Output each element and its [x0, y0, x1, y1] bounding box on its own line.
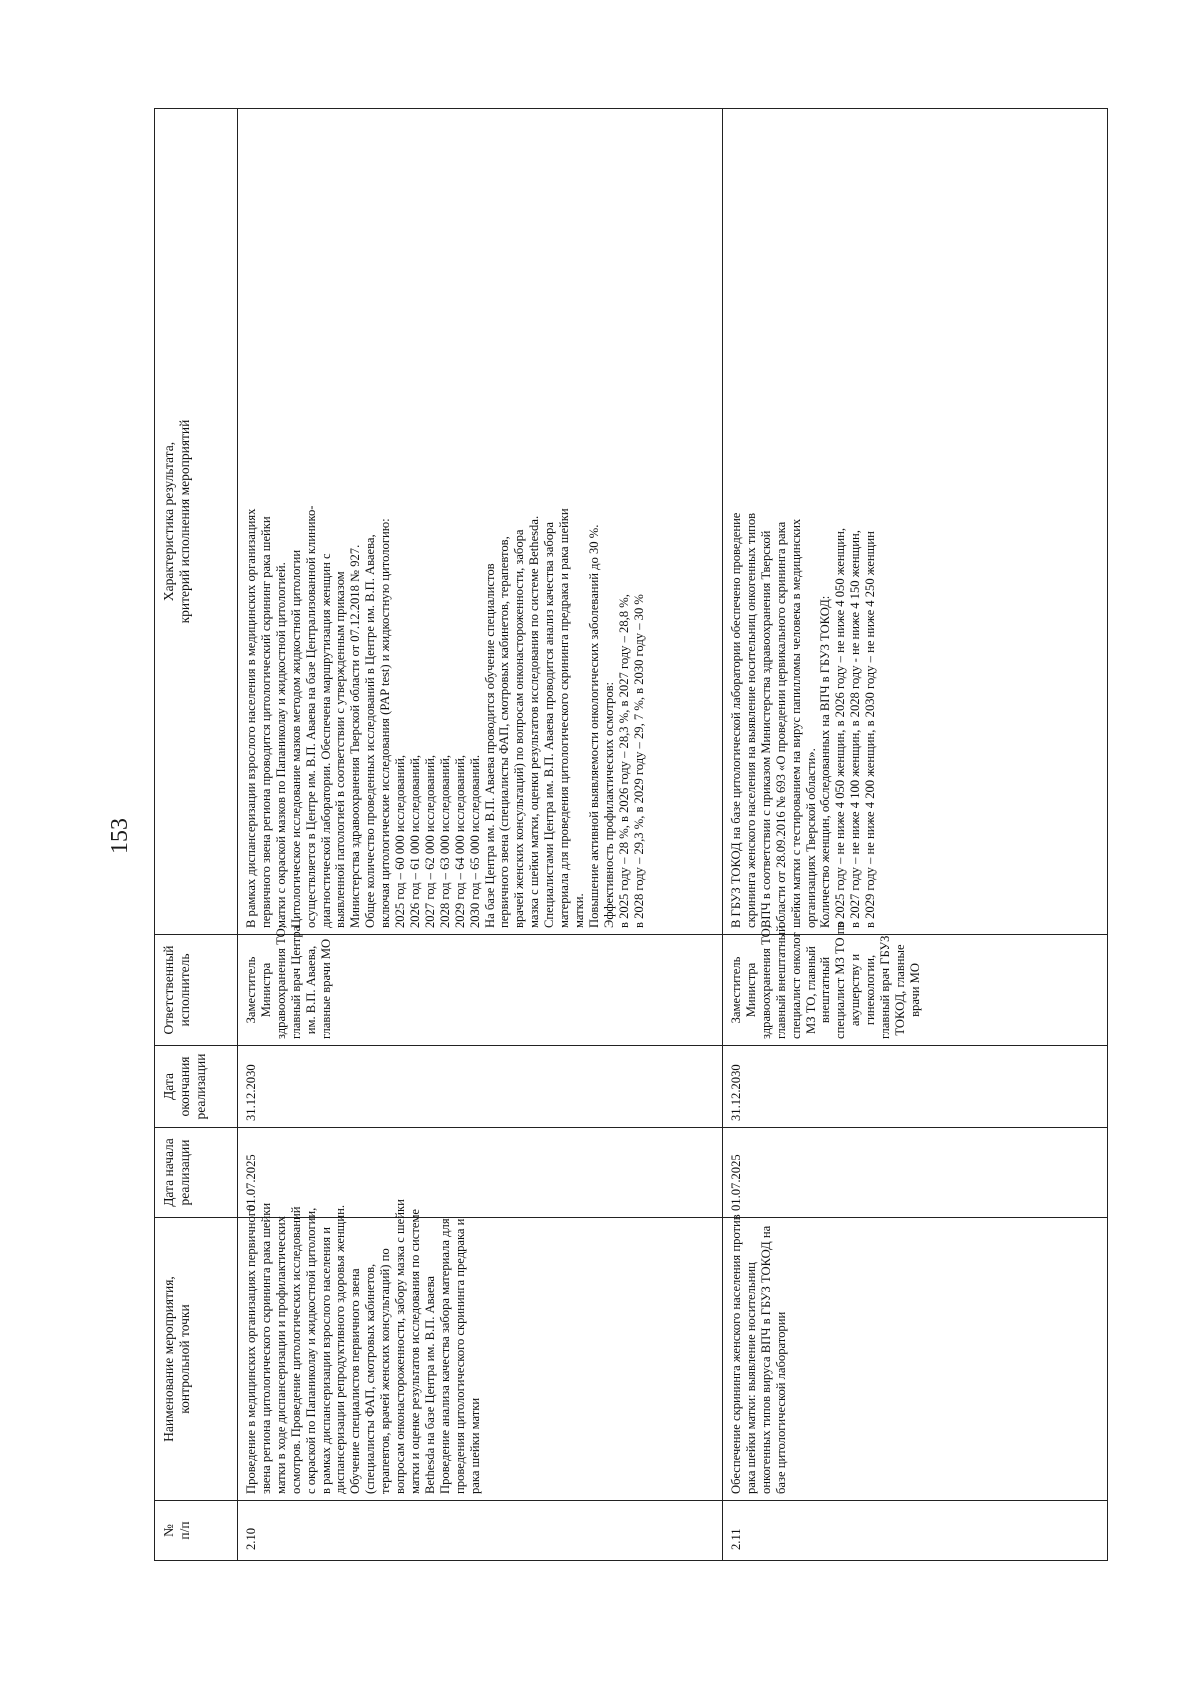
- text-line: онкогенных типов вируса ВПЧ в ГБУЗ ТОКОД на: [758, 1225, 773, 1494]
- text-line: главный внештатный: [773, 925, 788, 1039]
- text-line: рака шейки матки: выявление носительниц: [743, 1262, 758, 1494]
- text-line: внештатный: [818, 956, 833, 1024]
- text-line: 2028 год – 63 000 исследований,: [437, 755, 452, 928]
- text-line: им. В.П. Аваева,: [303, 945, 318, 1035]
- text-line: рака шейки матки: [467, 1397, 482, 1494]
- text-line: В ГБУЗ ТОКОД на базе цитологической лаборатории обеспечено проведение: [729, 512, 743, 928]
- text-line: (специалисты ФАП, смотровых кабинетов,: [363, 1263, 378, 1494]
- text-line: специалист онколог: [788, 932, 803, 1039]
- text-line: в 2028 году – 29,3 %, в 2029 году – 29, 7 %, в 2030 году – 30 %: [631, 594, 646, 928]
- text-line: Характеристика результата,: [161, 441, 176, 602]
- text-line: диагностической лаборатории. Обеспечена маршрутизация женщин с: [318, 553, 333, 928]
- text-line: п/п: [177, 1521, 192, 1540]
- text-line: матки.: [571, 893, 586, 928]
- text-line: матки в ходе диспансеризации и профилактических: [273, 1216, 288, 1494]
- responsible-executor: [723, 921, 1108, 1046]
- text-line: Цитологическое исследование мазков методом жидкостной цитологии: [288, 549, 303, 928]
- text-line: Министерства здравоохранения Тверской области от 07.12.2018 № 927.: [348, 544, 363, 928]
- text-line: МЗ ТО, главный: [803, 946, 818, 1034]
- text-line: главный врач Центра: [288, 925, 303, 1039]
- text-line: осмотров. Проведение цитологических исследований: [288, 1206, 303, 1494]
- event-name: [238, 1199, 723, 1501]
- text-line: врачи МО: [907, 963, 922, 1017]
- responsible-executor: [238, 925, 723, 1046]
- text-line: выявленной патологией в соответствии с утвержденным приказом: [333, 571, 348, 928]
- text-line: матки и оценке результатов исследования по системе: [407, 1208, 422, 1494]
- text-line: Дата начала: [161, 1138, 176, 1207]
- text-line: Обучение специалистов первичного звена: [348, 1268, 363, 1494]
- text-line: ТОКОД, главные: [892, 944, 907, 1036]
- text-line: Ответственный: [161, 945, 176, 1035]
- text-line: шейки матки с тестированием на вирус папилломы человека в медицинских: [788, 518, 803, 928]
- table-header-row: [155, 109, 238, 1561]
- table-row: [238, 109, 723, 1561]
- text-line: На базе Центра им. В.П. Аваева проводится обучение специалистов: [482, 563, 497, 928]
- row-number: 2.10: [238, 1501, 723, 1561]
- text-line: Обеспечение скрининга женского населения против: [729, 1214, 743, 1494]
- text-line: ВПЧ в соответствии с приказом Министерства здравоохранения Тверской: [758, 530, 773, 928]
- text-line: гинекологии,: [863, 954, 878, 1026]
- text-line: врачей женских консультаций) по вопросам онконастороженности, забора: [512, 529, 527, 928]
- text-line: окончания: [177, 1056, 192, 1117]
- text-line: первичного звена (специалисты ФАП, смотровых кабинетов, терапевтов,: [497, 536, 512, 928]
- text-line: 2027 год – 62 000 исследований,: [422, 755, 437, 928]
- text-line: скрининга женского населения на выявление носительниц онкогенных типов: [743, 512, 758, 928]
- event-name: [723, 1214, 1108, 1501]
- text-line: главный врач ГБУЗ: [878, 935, 893, 1039]
- start-date: 01.07.2025: [238, 1128, 723, 1218]
- rotated-table-wrapper: [154, 109, 1094, 1561]
- text-line: вопросам онконастороженности, забору мазка с шейки: [393, 1199, 408, 1494]
- text-line: матки с окраской мазков по Папаниколау и жидкостной цитологией.: [273, 562, 288, 928]
- text-line: главные врачи МО: [318, 938, 333, 1039]
- header-num: [155, 1501, 238, 1561]
- text-line: критерий исполнения мероприятий: [177, 419, 192, 624]
- text-line: в 2027 году – не ниже 4 100 женщин, в 2028 году - не ниже 4 150 женщин,: [848, 530, 863, 928]
- text-line: включая цитологические исследования (PAP test) и жидкостную цитологию:: [378, 518, 393, 928]
- text-line: в 2025 году – не ниже 4 050 женщин, в 2026 году – не ниже 4 050 женщин,: [833, 528, 848, 928]
- text-line: терапевтов, врачей женских консультаций) по: [378, 1248, 393, 1494]
- text-line: в 2029 году – не ниже 4 200 женщин, в 2030 году – не ниже 4 250 женщин: [863, 531, 878, 928]
- end-date: 31.12.2030: [723, 1046, 1108, 1128]
- text-line: диспансеризации репродуктивного здоровья женщин.: [333, 1204, 348, 1494]
- text-line: области от 28.09.2016 № 693 «О проведении цервикального скрининга рака: [773, 521, 788, 928]
- text-line: Заместитель: [729, 956, 743, 1024]
- text-line: Bethesda на базе Центра им. В.П. Аваева: [422, 1276, 437, 1494]
- text-line: Количество женщин, обследованных на ВПЧ в ГБУЗ ТОКОД:: [818, 595, 833, 928]
- text-line: первичного звена региона проводится цитологический скрининг рака шейки: [258, 516, 273, 928]
- text-line: в 2025 году – 28 %, в 2026 году – 28,3 %, в 2027 году – 28,8 %,: [616, 594, 631, 928]
- text-line: контрольной точки: [177, 1304, 192, 1414]
- table-frame: [154, 109, 1094, 1561]
- text-line: Повышение активной выявляемости онкологических заболеваний до 30 %.: [586, 524, 601, 928]
- text-line: материала для проведения цитологического скрининга предрака и рака шейки: [557, 508, 572, 928]
- text-line: Министра: [743, 962, 758, 1018]
- table-row: [723, 109, 1108, 1561]
- text-line: базе цитологической лаборатории: [773, 1311, 788, 1494]
- text-line: 2030 год – 65 000 исследований.: [467, 755, 482, 928]
- text-line: Дата: [161, 1073, 176, 1100]
- text-line: здравоохранения ТО,: [758, 925, 773, 1039]
- text-line: с окраской по Папаниколау и жидкостной цитологии,: [303, 1207, 318, 1494]
- header-end-date: [155, 1046, 238, 1128]
- text-line: Эффективность профилактических осмотров:: [601, 681, 616, 928]
- text-line: здравоохранения ТО,: [273, 925, 288, 1039]
- header-responsible: [155, 935, 238, 1046]
- header-description: [155, 109, 238, 935]
- row-number: 2.11: [723, 1501, 1108, 1561]
- text-line: осуществляется в Центре им. В.П. Аваева на базе Централизованной клинико-: [303, 505, 318, 928]
- result-description: [238, 109, 723, 935]
- text-line: Общее количество проведенных исследований в Центре им. В.П. Аваева,: [363, 534, 378, 928]
- page-number: 153: [107, 818, 133, 854]
- events-table: [154, 108, 1108, 1561]
- text-line: реализации: [193, 1053, 208, 1120]
- text-line: реализации: [177, 1139, 192, 1206]
- text-line: 2025 год – 60 000 исследований,: [393, 755, 408, 928]
- text-line: Проведение в медицинских организациях первичного: [244, 1205, 258, 1494]
- text-line: организациях Тверской области».: [803, 748, 818, 928]
- text-line: Проведение анализа качества забора материала для: [437, 1218, 452, 1494]
- text-line: специалист МЗ ТО по: [833, 921, 848, 1039]
- text-line: №: [161, 1524, 176, 1537]
- text-line: акушерству и: [848, 953, 863, 1027]
- header-name: [155, 1218, 238, 1501]
- text-line: 2026 год – 61 000 исследований,: [407, 755, 422, 928]
- text-line: Специалистами Центра им. В.П. Аваева проводится анализ качества забора: [542, 522, 557, 928]
- text-line: проведения цитологического скрининга предрака и: [452, 1218, 467, 1494]
- text-line: звена региона цитологического скрининга рака шейки: [258, 1202, 273, 1494]
- text-line: в рамках диспансеризации взрослого населения и: [318, 1226, 333, 1494]
- text-line: Заместитель: [244, 956, 258, 1024]
- end-date: 31.12.2030: [238, 1046, 723, 1128]
- header-start-date: [155, 1128, 238, 1218]
- text-line: Министра: [258, 962, 273, 1018]
- text-line: мазка с шейки матки, оценки результатов исследования по системе Bethesda.: [527, 515, 542, 928]
- result-description: [723, 109, 1108, 935]
- text-line: исполнитель: [177, 953, 192, 1027]
- text-line: Наименование мероприятия,: [161, 1276, 176, 1442]
- start-date: 01.07.2025: [723, 1128, 1108, 1218]
- text-line: 2029 год – 64 000 исследований,: [452, 755, 467, 928]
- text-line: В рамках диспансеризации взрослого населения в медицинских организациях: [244, 508, 258, 928]
